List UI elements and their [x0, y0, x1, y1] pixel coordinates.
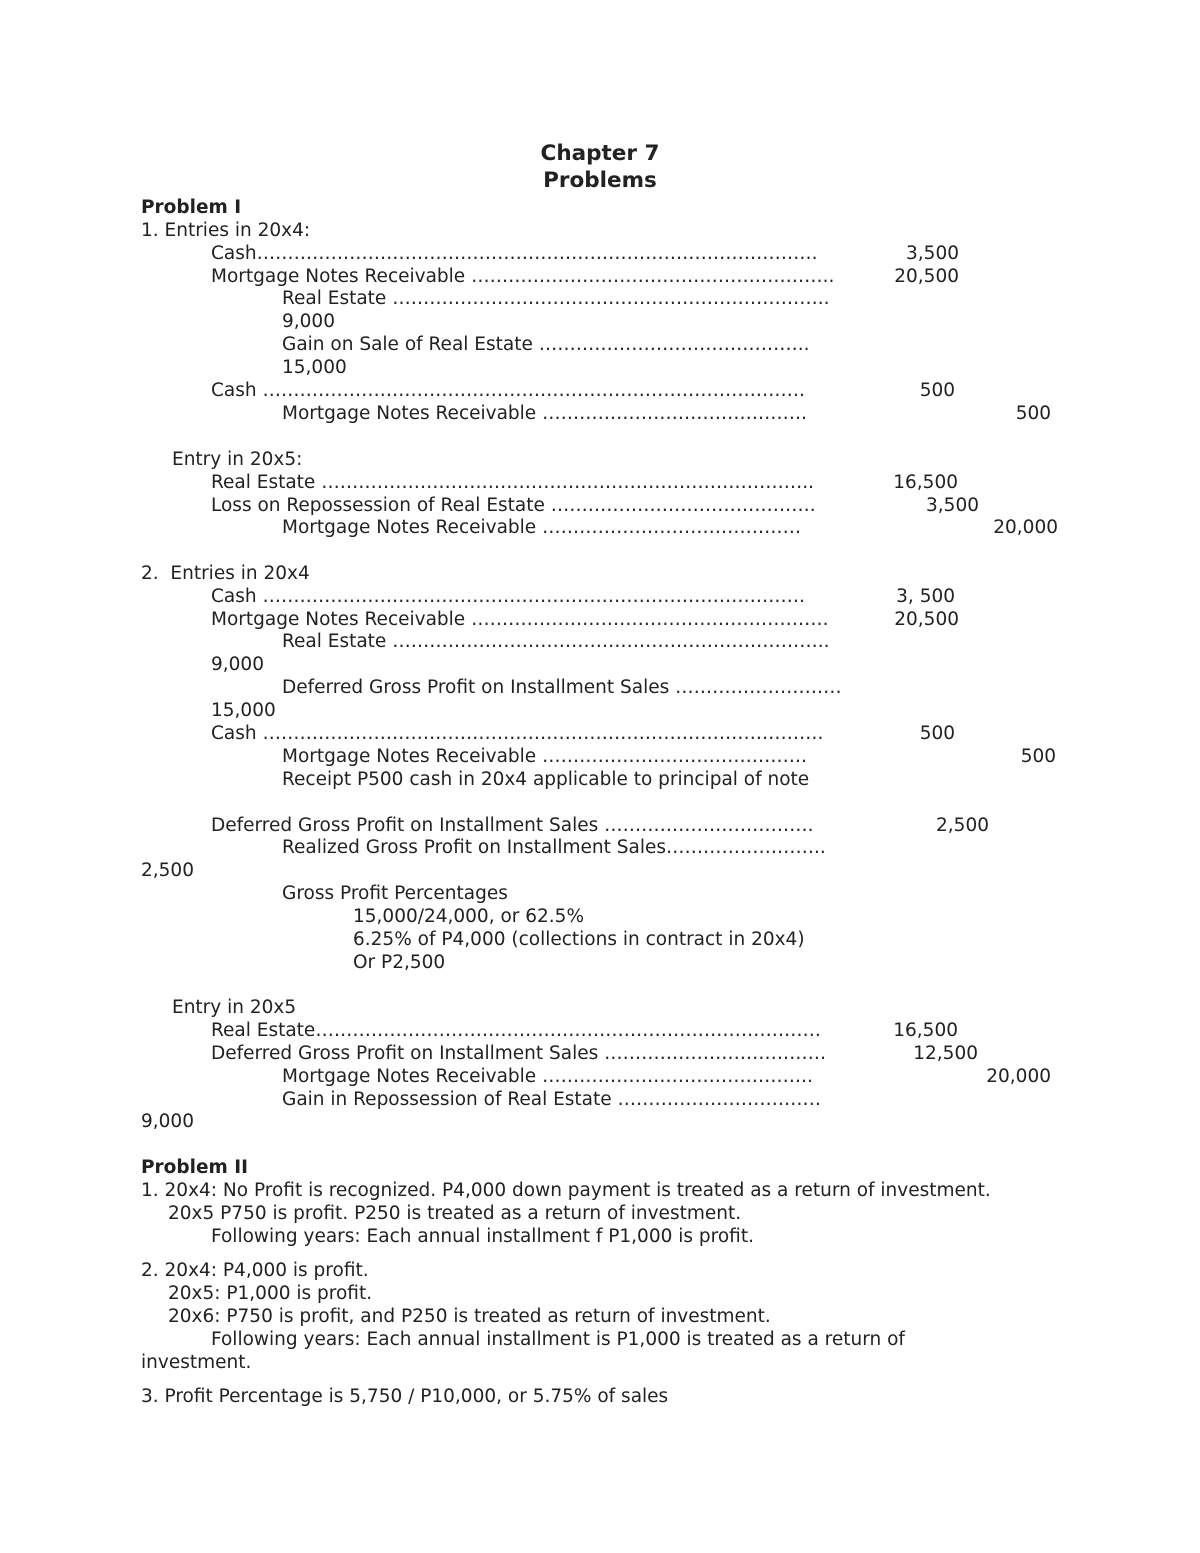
- debit-amount: 500: [919, 723, 955, 744]
- credit-amount: 9,000: [282, 311, 335, 332]
- journal-line: Realized Gross Profit on Installment Sales……………………..: [282, 837, 826, 858]
- journal-line: Real Estate ……………………………………………………………..: [282, 631, 830, 652]
- journal-line: Mortgage Notes Receivable ……………………………………..: [282, 1066, 813, 1087]
- journal-line: Mortgage Notes Receivable …………………………………….: [282, 746, 807, 767]
- journal-line: Real Estate……………………………………………………………………….: [211, 1020, 821, 1041]
- journal-note: Receipt P500 cash in 20x4 applicable to principal of note: [282, 769, 810, 790]
- journal-line: Cash …………………………………………………………………………….: [211, 586, 805, 607]
- credit-amount: 9,000: [141, 1111, 194, 1132]
- journal-line: Mortgage Notes Receivable …………………………………….: [282, 403, 807, 424]
- answer-line: 1. 20x4: No Profit is recognized. P4,000 down payment is treated as a return of investment.: [141, 1180, 991, 1201]
- credit-amount: 20,000: [993, 517, 1058, 538]
- debit-amount: 12,500: [913, 1043, 978, 1064]
- journal-line: Mortgage Notes Receivable ………………………………………………….: [211, 609, 829, 630]
- debit-amount: 500: [919, 380, 955, 401]
- journal-line: Deferred Gross Profit on Installment Sales …………………………….: [211, 815, 814, 836]
- debit-amount: 3, 500: [896, 586, 955, 607]
- journal-line: Gain on Sale of Real Estate ……………………………………..: [282, 334, 810, 355]
- journal-line: Mortgage Notes Receivable ……………………………………: [282, 517, 802, 538]
- debit-amount: 16,500: [893, 472, 958, 493]
- entry-heading: Entry in 20x5: [172, 997, 297, 1018]
- journal-line: Cash……………………………………………………………………………….: [211, 243, 818, 264]
- item-2-intro: 2. Entries in 20x4: [141, 563, 310, 584]
- credit-amount: 500: [1015, 403, 1051, 424]
- problem-2-heading: Problem II: [141, 1157, 249, 1178]
- problem-1-heading: Problem I: [141, 197, 242, 218]
- answer-line: investment.: [141, 1352, 252, 1373]
- credit-amount: 15,000: [211, 700, 276, 721]
- computation-line: 6.25% of P4,000 (collections in contract in 20x4): [353, 929, 805, 950]
- credit-amount: 500: [1020, 746, 1056, 767]
- journal-line: Cash …………………………………………………………………………….: [211, 380, 805, 401]
- answer-line: Following years: Each annual installment f P1,000 is profit.: [211, 1226, 754, 1247]
- debit-amount: 20,500: [894, 609, 959, 630]
- credit-amount: 2,500: [141, 860, 194, 881]
- debit-amount: 3,500: [926, 495, 979, 516]
- credit-amount: 15,000: [282, 357, 347, 378]
- journal-line: Cash ……………………………………………………………………………….: [211, 723, 824, 744]
- answer-line: 20x6: P750 is profit, and P250 is treated as return of investment.: [168, 1306, 771, 1327]
- answer-line: 2. 20x4: P4,000 is profit.: [141, 1260, 369, 1281]
- credit-amount: 20,000: [986, 1066, 1051, 1087]
- journal-line: Real Estate ……………………………………………………………………..: [211, 472, 814, 493]
- journal-line: Deferred Gross Profit on Installment Sales ………………………………: [211, 1043, 827, 1064]
- answer-line: 3. Profit Percentage is 5,750 / P10,000, or 5.75% of sales: [141, 1386, 669, 1407]
- debit-amount: 3,500: [906, 243, 959, 264]
- computation-heading: Gross Profit Percentages: [282, 883, 508, 904]
- credit-amount: 9,000: [211, 654, 264, 675]
- journal-line: Deferred Gross Profit on Installment Sales ………………………: [282, 677, 842, 698]
- debit-amount: 16,500: [893, 1020, 958, 1041]
- answer-line: Following years: Each annual installment is P1,000 is treated as a return of: [211, 1329, 905, 1350]
- journal-line: Mortgage Notes Receivable …………………………………………………..: [211, 266, 835, 287]
- journal-line: Loss on Repossession of Real Estate …………………………………….: [211, 495, 816, 516]
- debit-amount: 20,500: [894, 266, 959, 287]
- answer-line: 20x5: P1,000 is profit.: [168, 1283, 373, 1304]
- journal-line: Gain in Repossession of Real Estate ……………………………: [282, 1089, 822, 1110]
- debit-amount: 2,500: [936, 815, 989, 836]
- answer-line: 20x5 P750 is profit. P250 is treated as a return of investment.: [168, 1203, 742, 1224]
- entry-heading: Entry in 20x5:: [172, 449, 303, 470]
- item-1-intro: 1. Entries in 20x4:: [141, 220, 311, 241]
- chapter-subtitle: Problems: [543, 168, 657, 193]
- chapter-title: Chapter 7: [540, 141, 660, 166]
- computation-line: Or P2,500: [353, 952, 446, 973]
- computation-line: 15,000/24,000, or 62.5%: [353, 906, 585, 927]
- journal-line: Real Estate ……………………………………………………………..: [282, 288, 830, 309]
